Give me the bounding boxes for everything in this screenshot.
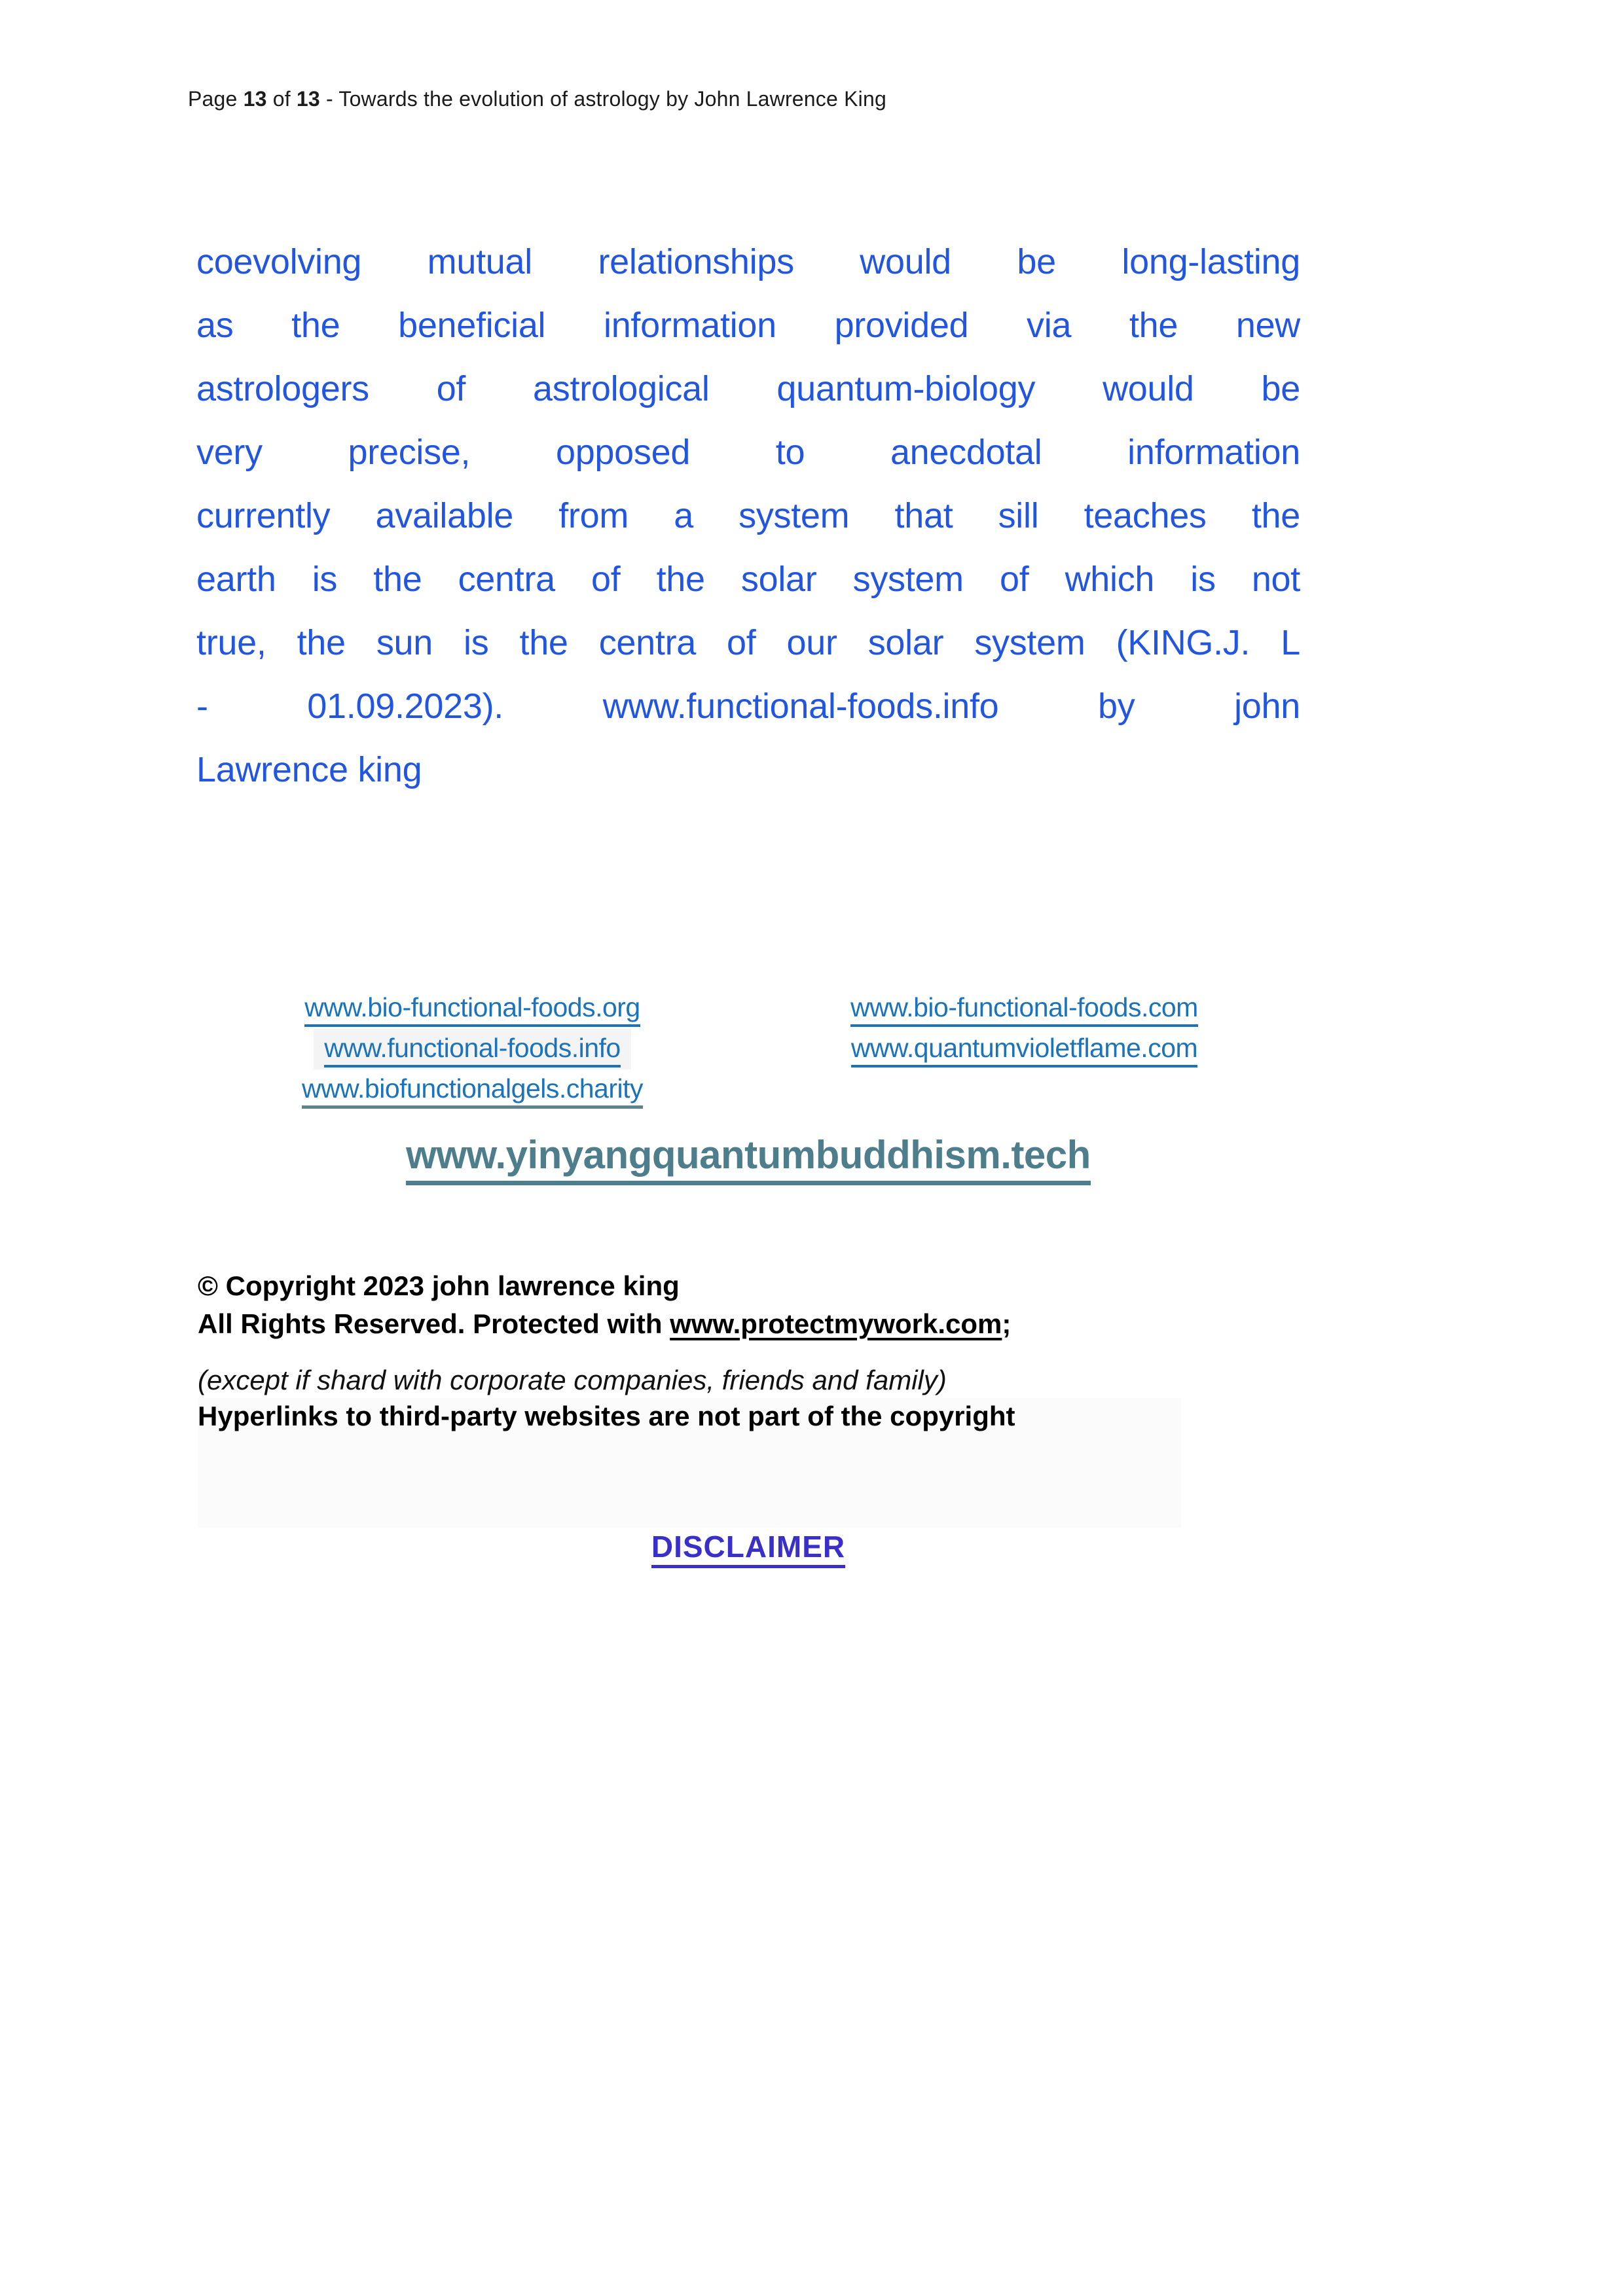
copyright-line-2-suffix: ;	[1002, 1308, 1012, 1339]
link-cell	[314, 1033, 630, 1064]
paragraph-line: very precise, opposed to anecdotal information	[196, 433, 1300, 472]
header-page-word: Page	[188, 87, 244, 111]
paragraph-line: Lawrence king	[196, 750, 422, 789]
paragraph-line: - 01.09.2023). www.functional-foods.info by john	[196, 687, 1300, 726]
paragraph-line: earth is the centra of the solar system of which is not	[196, 560, 1300, 599]
paragraph-line: astrologers of astrological quantum-biology would be	[196, 369, 1300, 408]
link-cell	[851, 1033, 1197, 1064]
link-cell	[850, 992, 1198, 1023]
link-functional-foods-info[interactable]: www.functional-foods.info	[324, 1033, 620, 1067]
link-quantumvioletflame-com[interactable]: www.quantumvioletflame.com	[851, 1033, 1197, 1067]
paragraph-line: as the beneficial information provided via the new	[196, 306, 1300, 345]
header-of-word: of	[266, 87, 297, 111]
header-title: - Towards the evolution of astrology by John Lawrence King	[319, 87, 886, 111]
body-paragraph	[196, 230, 1300, 802]
page-header	[188, 87, 886, 111]
website-links-table	[196, 992, 1300, 1114]
copyright-hyperlinks-note: Hyperlinks to third-party websites are not part of the copyright	[198, 1401, 1015, 1431]
featured-link-row	[196, 1132, 1300, 1177]
header-total-pages: 13	[296, 87, 320, 111]
copyright-block	[198, 1267, 1302, 1435]
link-cell	[304, 992, 640, 1023]
link-cell	[302, 1073, 643, 1104]
disclaimer-row	[196, 1529, 1300, 1564]
paragraph-line: true, the sun is the centra of our solar system (KING.J. L	[196, 623, 1300, 662]
copyright-line-2	[198, 1305, 1302, 1343]
link-bio-functional-foods-org[interactable]: www.bio-functional-foods.org	[304, 992, 640, 1027]
paragraph-line: currently available from a system that sill teaches the	[196, 496, 1300, 535]
header-current-page: 13	[243, 87, 267, 111]
paragraph-line: coevolving mutual relationships would be long-lasting	[196, 242, 1300, 281]
link-highlight	[314, 1029, 630, 1069]
copyright-line-1: © Copyright 2023 john lawrence king	[198, 1270, 680, 1301]
link-biofunctionalgels-charity[interactable]: www.biofunctionalgels.charity	[302, 1073, 643, 1109]
disclaimer-link[interactable]: DISCLAIMER	[651, 1530, 845, 1568]
copyright-exception-note: (except if shard with corporate companies, friends and family)	[198, 1365, 947, 1395]
copyright-line-2-prefix: All Rights Reserved. Protected with	[198, 1308, 670, 1339]
link-protectmywork-com[interactable]: www.protectmywork.com	[670, 1308, 1002, 1339]
link-bio-functional-foods-com[interactable]: www.bio-functional-foods.com	[850, 992, 1198, 1027]
link-yinyangquantumbuddhism-tech[interactable]: www.yinyangquantumbuddhism.tech	[406, 1133, 1091, 1185]
